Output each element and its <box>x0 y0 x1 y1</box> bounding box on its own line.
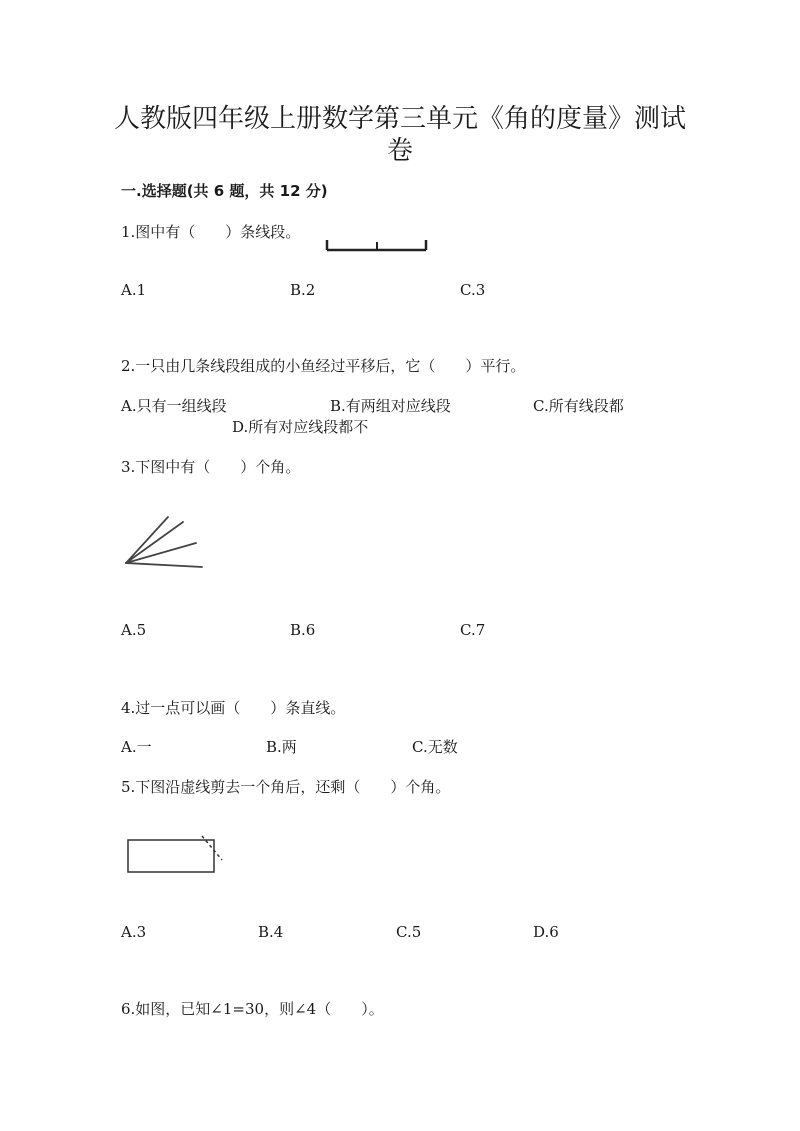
question-5-rectangle-figure <box>124 832 229 877</box>
question-3-option-c: C.7 <box>460 621 486 639</box>
question-2-option-a: A.只有一组线段 <box>121 397 227 415</box>
page-title-line2: 卷 <box>386 136 413 166</box>
question-5-option-b: B.4 <box>258 923 284 941</box>
question-6-text: 6.如图，已知∠1=30，则∠4（ ）。 <box>121 1000 384 1018</box>
question-2-text: 2.一只由几条线段组成的小鱼经过平移后，它（ ）平行。 <box>121 357 526 375</box>
question-3-text: 3.下图中有（ ）个角。 <box>121 458 301 476</box>
question-1-option-b: B.2 <box>290 281 316 299</box>
question-5-text: 5.下图沿虚线剪去一个角后，还剩（ ）个角。 <box>121 778 451 796</box>
question-2-option-b: B.有两组对应线段 <box>330 397 451 415</box>
question-5-option-d: D.6 <box>533 923 559 941</box>
question-2-option-d: D.所有对应线段都不 <box>232 418 369 436</box>
question-4-option-c: C.无数 <box>412 738 458 756</box>
question-5-option-a: A.3 <box>121 923 147 941</box>
question-3-option-a: A.5 <box>121 621 147 639</box>
question-4-option-a: A.一 <box>121 738 152 756</box>
question-1-option-a: A.1 <box>121 281 147 299</box>
question-1-segment-figure <box>322 236 432 254</box>
question-1-text: 1.图中有（ ）条线段。 <box>121 223 301 241</box>
question-3-option-b: B.6 <box>290 621 316 639</box>
section-heading: 一.选择题(共 6 题，共 12 分) <box>121 182 328 200</box>
question-3-angle-figure <box>120 505 215 580</box>
page-title-line1: 人教版四年级上册数学第三单元《角的度量》测试 <box>113 104 686 134</box>
question-5-option-c: C.5 <box>396 923 422 941</box>
question-4-text: 4.过一点可以画（ ）条直线。 <box>121 699 346 717</box>
question-4-option-b: B.两 <box>266 738 297 756</box>
question-1-option-c: C.3 <box>460 281 486 299</box>
question-2-option-c: C.所有线段都 <box>533 397 624 415</box>
